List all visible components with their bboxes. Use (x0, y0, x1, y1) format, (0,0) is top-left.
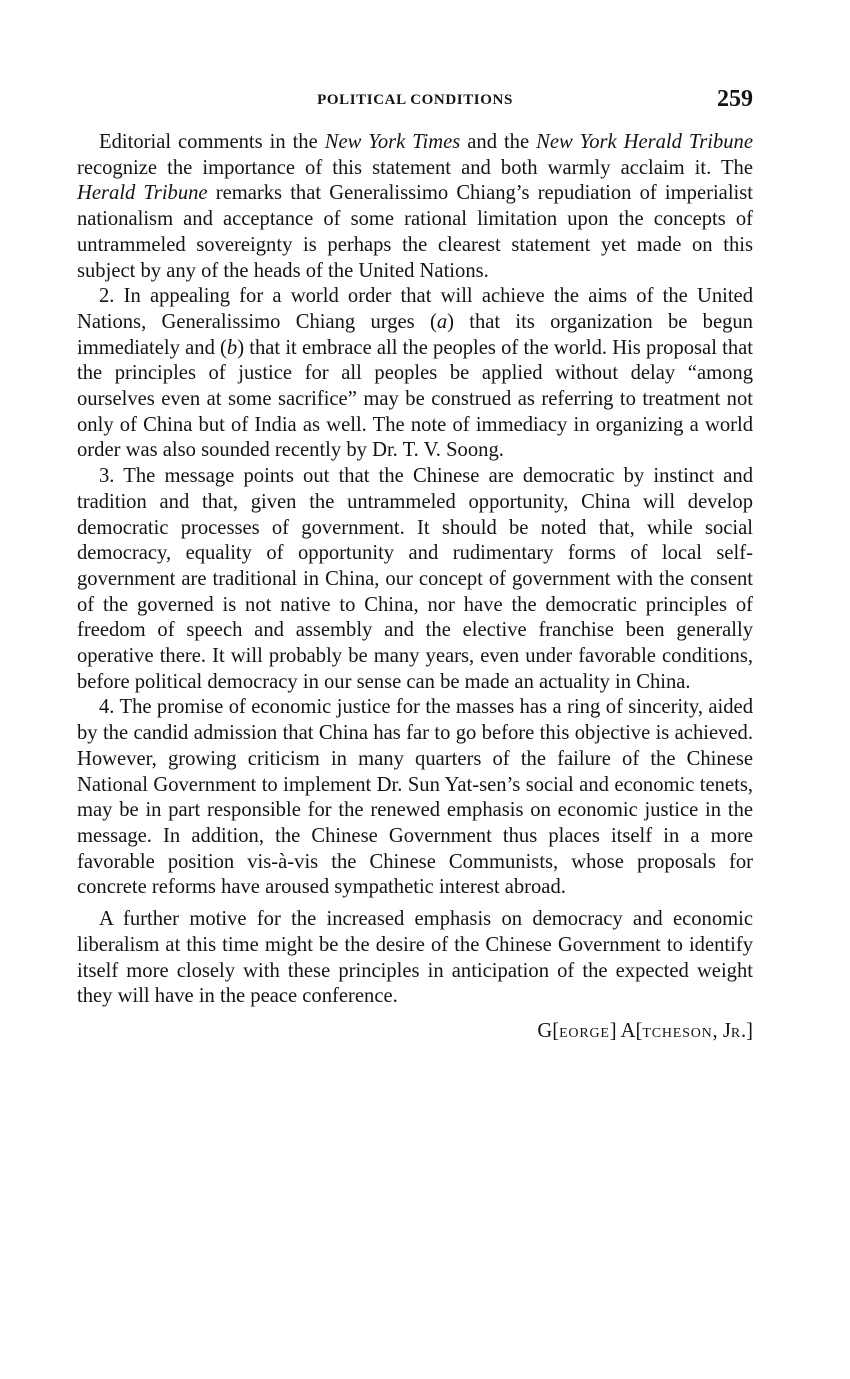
paragraph-2-text-a: 2. In appealing for a world order that will achieve the aims of the United Nations, Generalissimo Chiang urges ( (77, 285, 753, 333)
paragraph-1 (77, 130, 753, 284)
signature-part: TCHESON (642, 1025, 713, 1041)
paragraph-3: 3. The message points out that the Chinese are democratic by instinct and tradition and that, given the untrammeled opportunity, China will develop democratic processes of government. It should be noted that, while social democracy, equality of opportunity and rudimentary forms of local self-government are traditional in China, our concept of government with the consent of the governed is not native to China, nor have the democratic principles of freedom of speech and assembly and the elective franchise been generally operative there. It will probably be many years, even under favorable conditions, before political democracy in our sense can be made an actuality in China. (77, 465, 753, 693)
signature-part: ] A[ (609, 1019, 643, 1042)
paragraph-1-text-a: Editorial comments in the (99, 131, 325, 153)
body-text (77, 130, 753, 1010)
paragraph-2-item-b: b (226, 336, 238, 359)
signature-part: EORGE (559, 1025, 610, 1041)
paragraph-2 (77, 284, 753, 464)
paragraph-2-item-a: a (436, 310, 448, 333)
paragraph-1-text-e: recognize the importance of this statement and both warmly acclaim it. The (77, 156, 753, 179)
page-number: 259 (717, 86, 753, 112)
signature-part: G[ (537, 1019, 560, 1042)
signature-part: , J (712, 1019, 731, 1042)
signature-part: R (730, 1025, 741, 1041)
newspaper-title-herald-tribune-short: Herald Tribune (77, 182, 208, 205)
paragraph-1-text-g: remarks that Generalissimo Chiang’s repudiation of imperialist nationalism and acceptance of some rational limitation upon the concepts of untrammeled sovereignty is perhaps the clearest statement yet made on this subject by any of the heads of the United Nations. (77, 182, 753, 282)
document-page (77, 84, 753, 1047)
paragraph-1-text-c: and the (460, 131, 537, 153)
signature-part: .] (740, 1019, 753, 1042)
paragraph-2-text-e: ) that it embrace all the peoples of the world. His proposal that the principles of justice for all peoples be applied without delay “among ourselves even at some sacrifice” may be construed as referring to treatment not only of China but of India as well. The note of immediacy in organizing a world order was also sounded recently by Dr. T. V. Soong. (77, 336, 753, 462)
newspaper-title-herald-tribune: New York Herald Tribune (536, 131, 753, 153)
paragraph-5: A further motive for the increased emphasis on democracy and economic liberalism at this time might be the desire of the Chinese Government to identify itself more closely with these principles in anticipation of the expected weight they will have in the peace conference. (77, 908, 753, 1008)
paragraph-2-text-c: ) that its organization be begun immediately and ( (77, 310, 753, 359)
paragraph-4: 4. The promise of economic justice for the masses has a ring of sincerity, aided by the candid admission that China has far to go before this objective is achieved. However, growing criticism in many quarters of the failure of the Chinese National Government to implement Dr. Sun Yat-sen’s social and economic tenets, may be in part responsible for the renewed emphasis on economic justice in the message. In addition, the Chinese Government thus places itself in a more favorable position vis-à-vis the Chinese Communists, whose proposals for concrete reforms have aroused sympathetic interest abroad. (77, 696, 753, 899)
signature (77, 1018, 753, 1047)
page-header (77, 84, 753, 124)
running-head: POLITICAL CONDITIONS (317, 92, 513, 108)
newspaper-title-nyt: New York Times (324, 131, 461, 153)
